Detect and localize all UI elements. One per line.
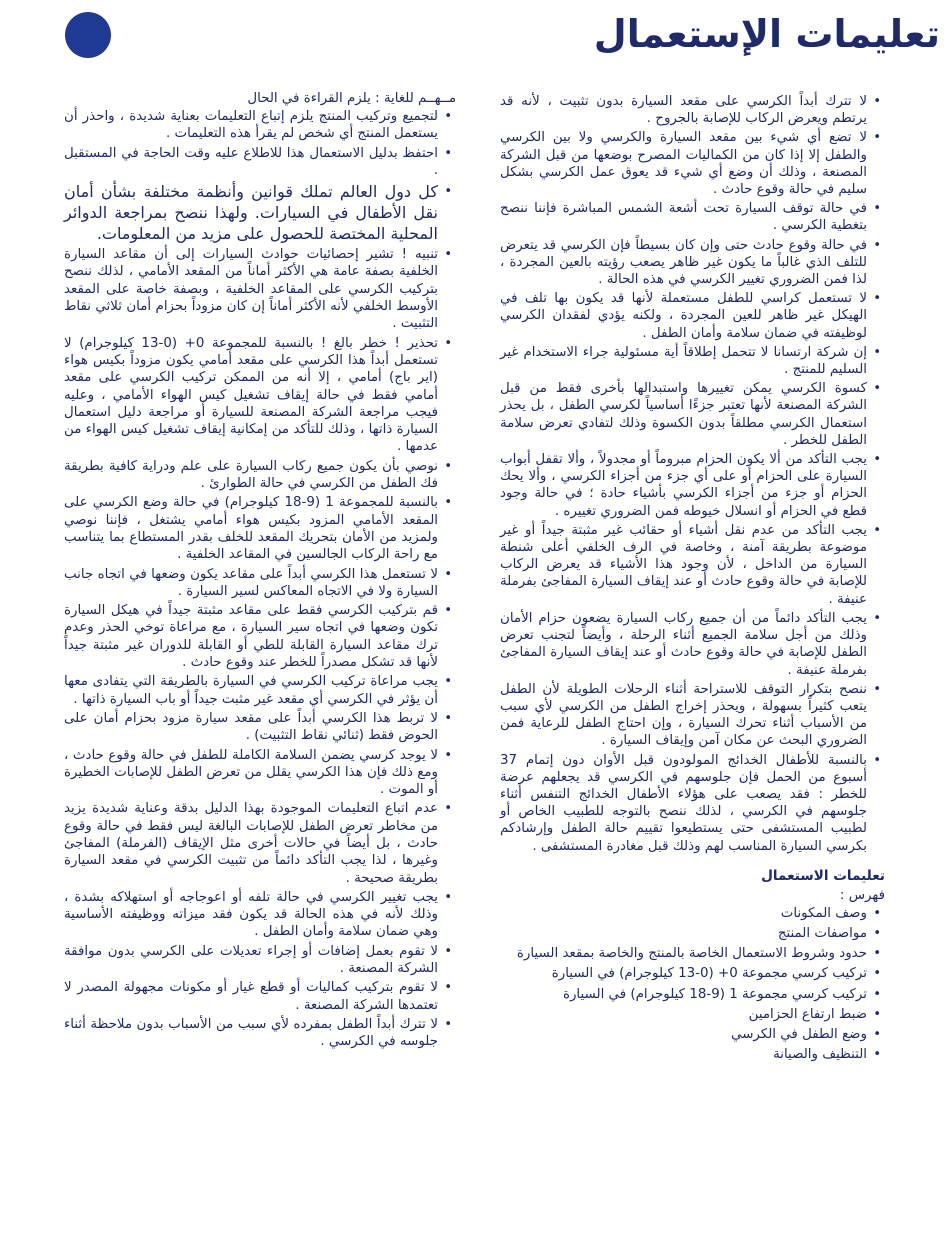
list-item: • لا تقوم بتركيب كماليات أو قطع غيار أو مكونات مجهولة المصدر لا تعتمدها الشركة المصنعة . [64, 979, 456, 1014]
list-item: • في حالة وقوع حادث حتى وإن كان بسيطاً فإن الكرسي قد يتعرض للتلف الذي غالباً ما يكون غير ظاهر يصعب رؤيته بالعين المجردة ، لذا فمن الضروري تغيير الكرسي في هذه الحالة . [500, 237, 885, 289]
list-item: • يجب التأكد من ألا يكون الحزام مبروماً أو مجدولاً ، وألا تقفل أبواب السيارة على الحزام أو على أي جزء من أجزاء الكرسي ، وألا يحك الحزام أو جزء من أجزاء الكرسي بأشياء حادة ؛ في حالة وجود قطع في الحزام أو انسلال خيوطه فمن الضروري تغييره . [500, 451, 885, 520]
list-item: • لا تستعمل كراسي للطفل مستعملة لأنها قد يكون بها تلف في الهيكل غير ظاهر للعين المجردة ، ولكنه يؤدي لفقدان الكرسي لوظيفته في ضمان سلامة وأمان الطفل . [500, 290, 885, 342]
toc-title: تعليمات الاستعمال [761, 867, 885, 884]
list-item: • بالنسبة للأطفال الخدائج المولودون قبل الأوان دون إتمام 37 أسبوع من الحمل فإن جلوسهم في الكرسي قد يجعلهم عرضة للخطر : فقد يصعب على هؤلاء الأطفال الخدائج التنفس أثناء جلوسهم في الكرسي ، لذلك ننصح بالتوجه للطبيب الخاص أو لطبيب المستشفى حتى يستطيعوا تقييم حالة الطفل وإرشادكم بكرسي السيارة المناسب لهم وذلك قبل مغادرة المستشفى . [500, 752, 885, 855]
list-item: • لا يوجد كرسي يضمن السلامة الكاملة للطفل في حالة وقوع حادث ، ومع ذلك فإن هذا الكرسي يقلل من تعرض الطفل للإصابات الخطيرة أو الموت . [64, 747, 456, 799]
list-item: • احتفظ بدليل الاستعمال هذا للاطلاع عليه وقت الحاجة في المستقبل . [64, 145, 456, 180]
list-item: • تحذير ! خطر بالغ ! بالنسبة للمجموعة 0+ (0-13 كيلوجرام) لا تستعمل أبداً هذا الكرسي على مقعد أمامي يكون مزوداً بكيس هواء (اير باج) أمامي ، إلا أنه من الممكن تركيب الكرسي على مقعد أمامي فقط في حالة إيقاف تشغيل كيس الهواء الأمامي ، وعليه فيجب مراجعة الشركة المصنعة للسيارة أو مراجعة دليل استعمال السيارة ذاتها ، وذلك للتأكد من إمكانية إيقاف تشغيل كيس الهواء من عدمها . [64, 335, 456, 456]
toc-item: • مواصفات المنتج [500, 925, 885, 943]
toc-item: • وضع الطفل في الكرسي [500, 1026, 885, 1044]
toc-item: • التنظيف والصيانة [500, 1046, 885, 1064]
warning-list-right [500, 93, 885, 855]
toc-subtitle: فهرس : [839, 887, 885, 903]
important-notice: مــهــم للغاية : يلزم القراءة في الحال [247, 91, 456, 106]
toc-list [500, 905, 885, 1065]
list-item: • يجب تغيير الكرسي في حالة تلفه أو اعوجاجه أو استهلاكه بشدة ، وذلك لأنه في هذه الحالة قد يكون فقد ميزاته ووظيفته الأساسية وهي ضمان سلامة وأمان الطفل . [64, 889, 456, 941]
list-item: • لا تربط هذا الكرسي أبداً على مقعد سيارة مزود بحزام أمان على الحوض فقط (ثنائي نقاط التثبيت) . [64, 710, 456, 745]
list-item: • قم بتركيب الكرسي فقط على مقاعد مثبتة جيداً في هيكل السيارة تكون وضعها في اتجاه سير السيارة ، مع مراعاة توخي الحذر وعدم ترك مقاعد السيارة القابلة للطي أو القابلة للدوران غير مثبتة جيداً لأنها قد تشكل مصدراً للخطر عند وقوع حادث . [64, 602, 456, 671]
list-item: • كسوة الكرسي يمكن تغييرها واستبدالها بأخرى فقط من قبل الشركة المصنعة لأنها تعتبر جزءًا أساسياً لكرسي الطفل ، بل يحذر استعمال الكرسي مطلقاً بدون الكسوة وذلك لتفادي تعرض سلامة الطفل للخطر . [500, 380, 885, 449]
list-item: • نوصي بأن يكون جميع ركاب السيارة على علم ودراية كافية بطريقة فك الطفل من الكرسي في حالة الطوارئ . [64, 458, 456, 493]
list-item: • كل دول العالم تملك قوانين وأنظمة مختلفة بشأن أمان نقل الأطفال في السيارات. ولهذا ننصح بمراجعة الدوائر المحلية المختصة للحصول على مزيد من المعلومات. [64, 181, 456, 244]
list-item: • في حالة توقف السيارة تحت أشعة الشمس المباشرة فإننا ننصح بتغطية الكرسي . [500, 200, 885, 234]
list-item: • تنبيه ! تشير إحصائيات حوادث السيارات إلى أن مقاعد السيارة الخلفية بصفة عامة هي الأكثر أماناً من المقعد الأمامي ، لذلك ننصح بتركيب الكرسي على المقاعد الخلفية ، وبصفة خاصة على المقعد الأوسط الخلفي لأنه الأكثر أماناً إن كان مزوداً بحزام أمان ثلاثي نقاط التثبيت . [64, 246, 456, 332]
list-item: • إن شركة ارتسانا لا تتحمل إطلاقاً أية مسئولية جراء الاستخدام غير السليم للمنتج . [500, 344, 885, 378]
list-item: • ننصح بتكرار التوقف للاستراحة أثناء الرحلات الطويلة لأن الطفل يتعب كثيراً بسهولة ، ويحذر إخراج الطفل من الكرسي لأي سبب من الأسباب أثناء تحرك السيارة ، وإن احتاج الطفل للرعاية فمن الضروري البحث عن مكان آمن وإيقاف السيارة . [500, 681, 885, 750]
left-column [64, 90, 456, 1053]
right-column [500, 93, 885, 1066]
list-item: • لا تترك أبداً الطفل بمفرده لأي سبب من الأسباب بدون ملاحظة أثناء جلوسه في الكرسي . [64, 1016, 456, 1051]
list-item: • عدم اتباع التعليمات الموجودة بهذا الدليل بدقة وعناية شديدة يزيد من مخاطر تعرض الطفل للإصابات البالغة ليس فقط في حالة وقوع حادث ، بل أيضاً في حالات أخرى مثل الإيقاف (الفرملة) المفاجئ وغيرها ، لذا يجب التأكد دائماً من تثبيت الكرسي في مقعد السيارة بطريقة صحيحة . [64, 800, 456, 886]
list-item: • يجب مراعاة تركيب الكرسي في السيارة بالطريقة التي يتفادى معها أن يؤثر في الكرسي أي مقعد غير مثبت جيداً أو باب السيارة ذاتها . [64, 673, 456, 708]
circle-bullet-icon [65, 12, 111, 58]
list-item: • لتجميع وتركيب المنتج يلزم إتباع التعليمات بعناية شديدة ، واحذر أن يستعمل المنتج أي شخص لم يقرأ هذه التعليمات . [64, 108, 456, 143]
list-item: • يجب التأكد دائماً من أن جميع ركاب السيارة يضعون حزام الأمان وذلك من أجل سلامة الجميع أثناء الرحلة ، وأيضاً لتجنب تعرض الطفل للإصابة في حالة وقوع حادث أو عند إيقاف السيارة المفاجئ بفرملة عنيفة . [500, 610, 885, 679]
list-item: • لا تترك أبداً الكرسي على مقعد السيارة بدون تثبيت ، لأنه قد يرتطم ويعرض الركاب للإصابة بالجروح . [500, 93, 885, 127]
page-header [60, 10, 940, 64]
page-title: تعليمات الإستعمال [593, 12, 940, 56]
list-item: • يجب التأكد من عدم نقل أشياء أو حقائب غير مثبتة جيداً أو غير موضوعة بطريقة آمنة ، وخاصة في الرف الخلفي أعلى شنطة السيارة من الداخل ، لأن وجود هذا الأشياء قد يعرض الركاب للإصابة في حالة وقوع حادث أو عند إيقاف السيارة المفاجئ بفرملة عنيفة . [500, 522, 885, 608]
toc-item: • ضبط ارتفاع الحزامين [500, 1006, 885, 1024]
toc-item: • تركيب كرسي مجموعة 1 (9-18 كيلوجرام) في السيارة [500, 986, 885, 1004]
warning-list-left [64, 108, 456, 1051]
list-item: • لا تستعمل هذا الكرسي أبداً على مقاعد يكون وضعها في اتجاه جانب السيارة ولا في الاتجاه المعاكس لسير السيارة . [64, 566, 456, 601]
toc-item: • وصف المكونات [500, 905, 885, 923]
toc-item: • حدود وشروط الاستعمال الخاصة بالمنتج والخاصة بمقعد السيارة [500, 945, 885, 963]
list-item: • بالنسبة للمجموعة 1 (9-18 كيلوجرام) في حالة وضع الكرسي على المقعد الأمامي المزود بكيس هواء أمامي يشتغل ، فإننا نوصي ولمزيد من الأمان بتحريك المقعد للخلف بقدر المستطاع بما يتناسب مع راحة الركاب الجالسين في المقاعد الخلفية . [64, 494, 456, 563]
list-item: • لا تقوم بعمل إضافات أو إجراء تعديلات على الكرسي بدون موافقة الشركة المصنعة . [64, 943, 456, 978]
list-item: • لا تضع أي شيء بين مقعد السيارة والكرسي ولا بين الكرسي والطفل إلا إذا كان من الكماليات المصرح بوضعها من قبل الشركة المصنعة ، وذلك أن وضع أي شيء قد يعوق عمل الكرسي بشكل سليم في حالة وقوع حادث . [500, 129, 885, 198]
toc-item: • تركيب كرسي مجموعة 0+ (0-13 كيلوجرام) في السيارة [500, 965, 885, 983]
table-of-contents [500, 867, 885, 1065]
